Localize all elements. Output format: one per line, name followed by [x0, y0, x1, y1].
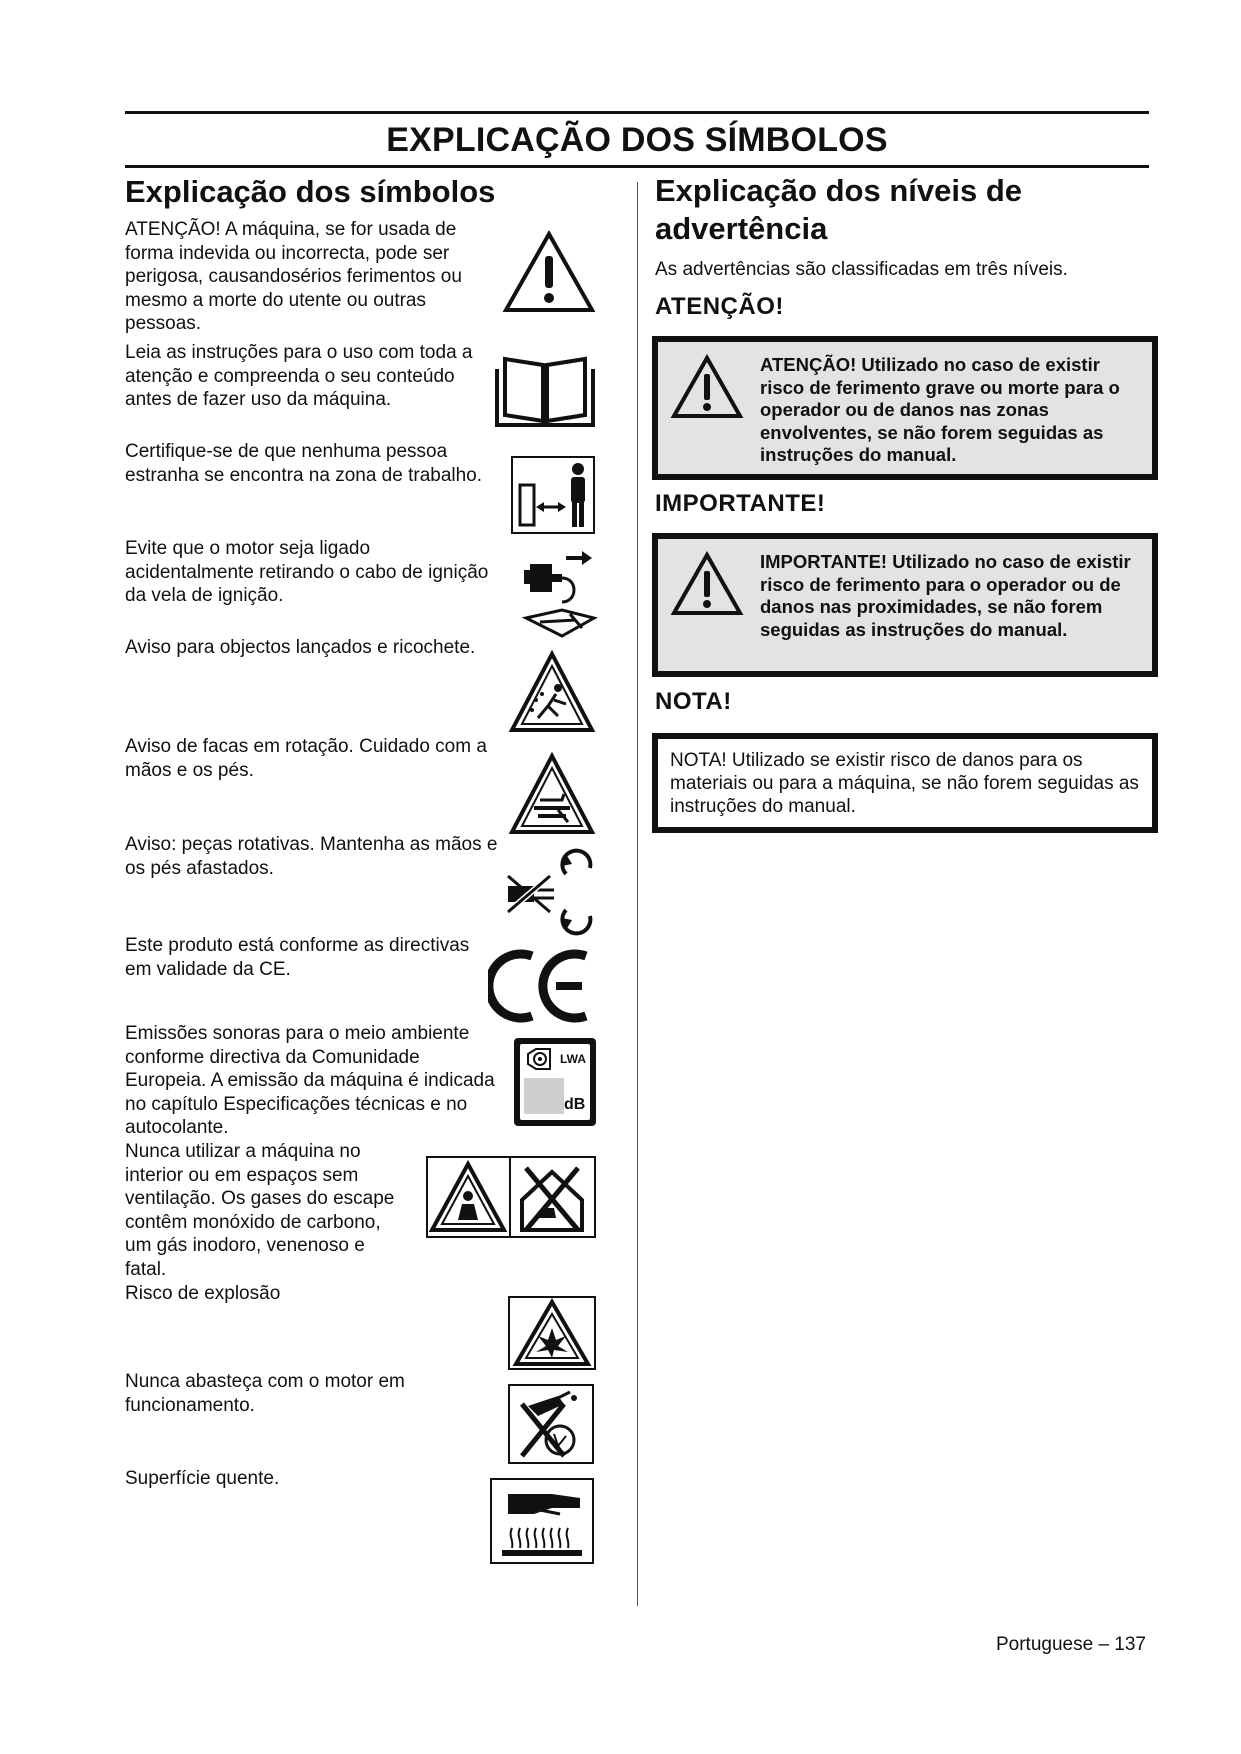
warning-triangle-icon — [670, 551, 744, 617]
thrown-objects-icon — [508, 650, 596, 734]
important-box — [652, 533, 1158, 677]
spark-plug-disconnect-icon — [522, 548, 598, 644]
warning-lead: ATENÇÃO! — [760, 354, 857, 375]
note-level-label: NOTA! — [655, 688, 732, 715]
explosion-risk-icon — [508, 1296, 596, 1370]
open-manual-icon — [493, 353, 597, 429]
warning-description — [760, 354, 1142, 467]
levels-heading: Explicação dos níveis de advertência — [655, 173, 1022, 246]
note-box — [652, 733, 1158, 833]
warning-triangle-icon — [670, 354, 744, 420]
warning-level-label: ATENÇÃO! — [655, 293, 784, 320]
warning-triangle-icon — [502, 230, 596, 315]
symbol-text-hot-surface: Superfície quente. — [125, 1468, 280, 1489]
levels-intro: As advertências são classificadas em três níveis. — [655, 259, 1068, 280]
rotating-blades-icon — [508, 752, 596, 836]
important-description — [760, 551, 1142, 641]
important-text: Utilizado no caso de existir risco de ferimento para o operador ou de danos nas proximidades, se não forem seguidas as instruções do manual. — [760, 551, 1131, 640]
warning-box — [652, 336, 1158, 480]
symbol-text-refuel: Nunca abasteça com o motor em funcionamento. — [125, 1371, 405, 1416]
no-refuel-running-icon — [508, 1384, 594, 1464]
safety-distance-icon — [510, 455, 596, 535]
symbol-text-noise: Emissões sonoras para o meio ambiente conforme directiva da Comunidade Europeia. A emissão da máquina é indicada no capítulo Especificações técnicas e no autocolante. — [125, 1023, 495, 1138]
symbol-text-thrown-objects: Aviso para objectos lançados e ricochete. — [125, 637, 476, 658]
important-level-label: IMPORTANTE! — [655, 490, 826, 517]
symbol-text-exhaust: Nunca utilizar a máquina no interior ou em espaços sem ventilação. Os gases do escape contêm monóxido de carbono, um gás inodoro, venenoso e fatal. — [125, 1141, 395, 1280]
hot-surface-icon — [490, 1478, 594, 1564]
symbol-text-work-zone: Certifique-se de que nenhuma pessoa estranha se encontra na zona de trabalho. — [125, 441, 483, 486]
symbol-text-rotating-blades: Aviso de facas em rotação. Cuidado com a mãos e os pés. — [125, 736, 487, 781]
rotating-parts-icon — [504, 846, 598, 936]
symbol-text-explosion: Risco de explosão — [125, 1283, 281, 1304]
symbol-text-rotating-parts: Aviso: peças rotativas. Mantenha as mãos e os pés afastados. — [125, 834, 498, 879]
symbol-text-manual: Leia as instruções para o uso com toda a atenção e compreenda o seu conteúdo antes de fazer uso da máquina. — [125, 342, 473, 410]
symbol-text-spark-plug: Evite que o motor seja ligado acidentalmente retirando o cabo de ignição da vela de ignição. — [125, 538, 489, 606]
symbol-text-warning: ATENÇÃO! A máquina, se for usada de forma indevida ou incorrecta, pode ser perigosa, causandosérios ferimentos ou mesmo a morte do utente ou outras pessoas. — [125, 219, 462, 334]
page-footer: Portuguese – 137 — [995, 1634, 1146, 1655]
exhaust-gas-icon — [426, 1156, 596, 1238]
page-title: EXPLICAÇÃO DOS SÍMBOLOS — [386, 121, 888, 159]
ce-mark-icon — [488, 948, 594, 1024]
warning-text: Utilizado no caso de existir risco de ferimento grave ou morte para o operador ou de danos nas zonas envolventes, se não forem seguidas as instruções do manual. — [760, 354, 1120, 465]
column-divider — [637, 182, 638, 1606]
noise-emission-icon: LWA dB — [514, 1038, 596, 1126]
symbols-heading: Explicação dos símbolos — [125, 174, 496, 209]
top-rule — [125, 111, 1149, 114]
note-description: NOTA! Utilizado se existir risco de danos para os materiais ou para a máquina, se não forem seguidas as instruções do manual. — [658, 739, 1152, 827]
symbol-text-ce: Este produto está conforme as directivas em validade da CE. — [125, 935, 470, 980]
important-lead: IMPORTANTE! — [760, 551, 888, 572]
title-rule — [125, 165, 1149, 168]
